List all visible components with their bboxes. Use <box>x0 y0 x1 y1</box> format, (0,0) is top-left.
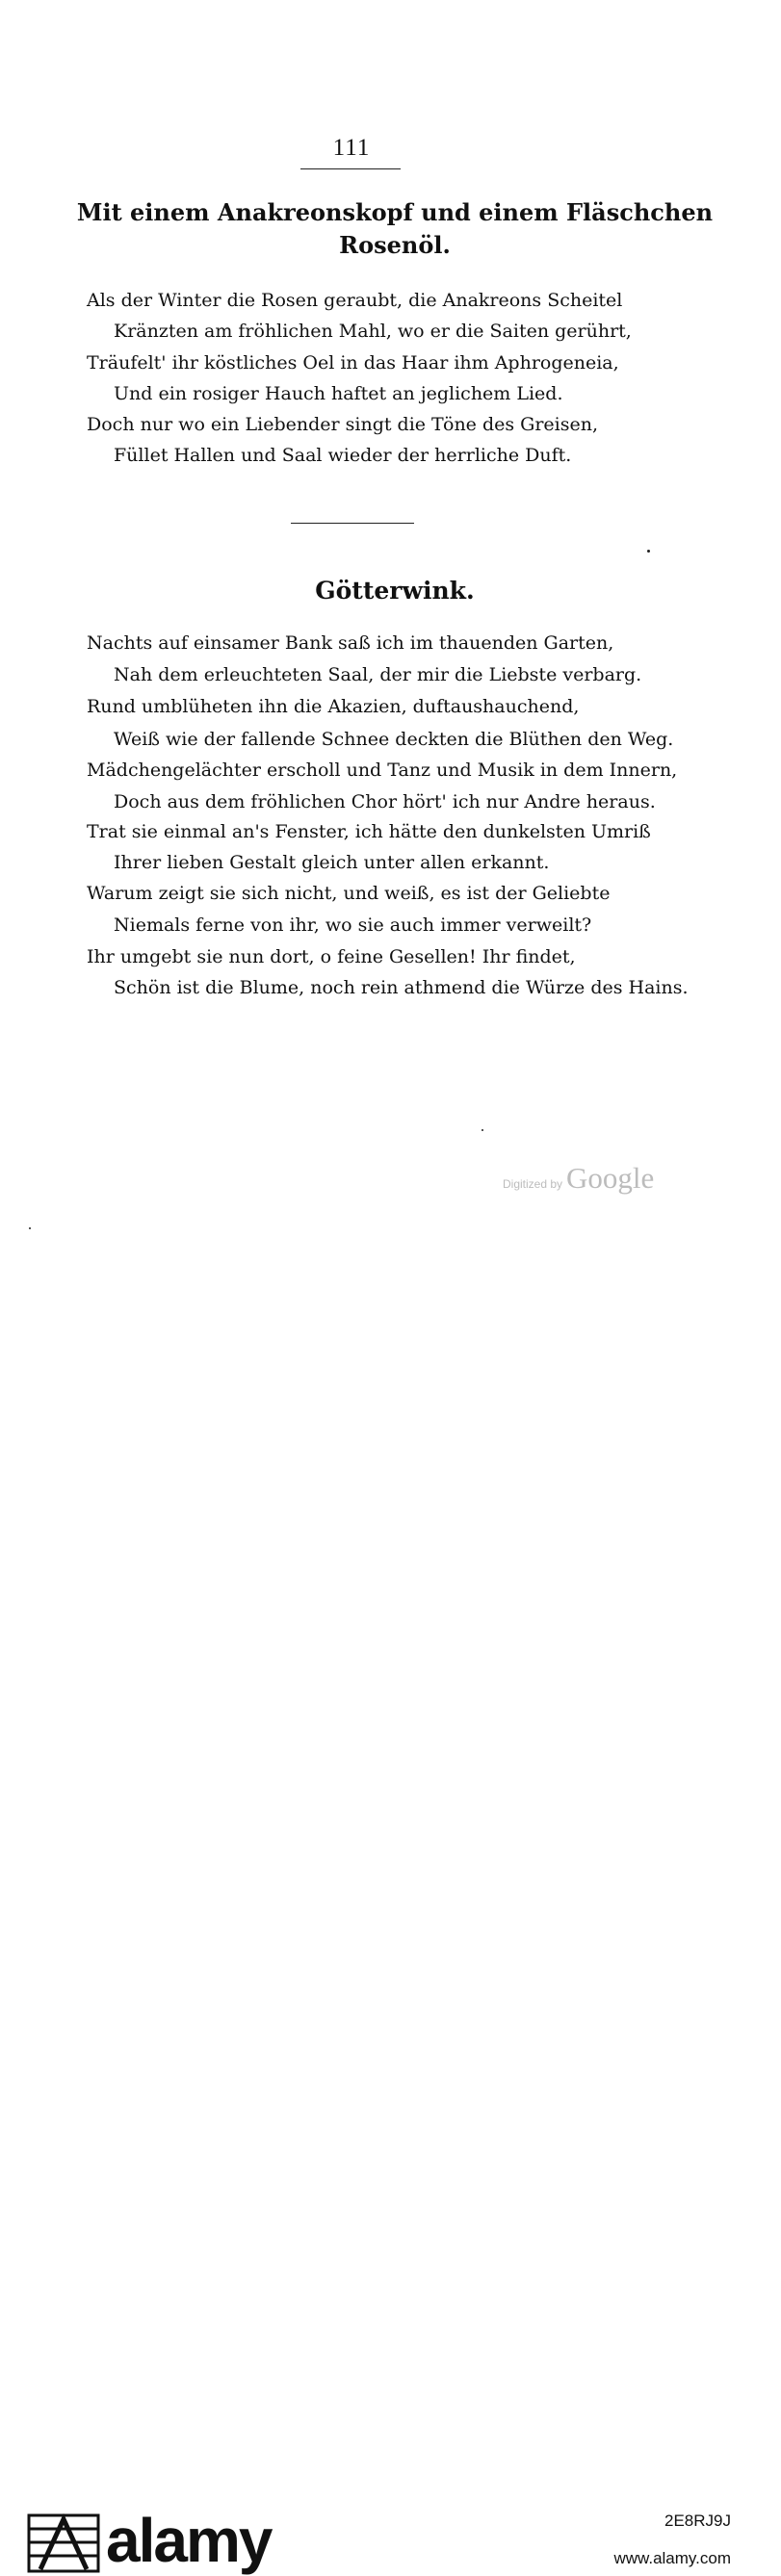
digitized-by-google-stamp <box>503 1161 654 1199</box>
poem2-line-8: Ihrer lieben Gestalt gleich unter allen erkannt. <box>114 852 550 873</box>
poem2-line-6: Doch aus dem fröhlichen Chor hört' ich nur Andre heraus. <box>114 791 656 812</box>
poem1-line-6: Füllet Hallen und Saal wieder der herrliche Duft. <box>114 445 572 466</box>
poem2-line-2: Nah dem erleuchteten Saal, der mir die Liebste verbarg. <box>114 664 642 685</box>
poem1-title-line-2: Rosenöl. <box>339 231 451 259</box>
watermark-footer <box>0 1251 781 2575</box>
poem1-line-5: Doch nur wo ein Liebender singt die Töne des Greisen, <box>87 414 599 435</box>
poem2-line-5: Mädchengelächter erscholl und Tanz und Musik in dem Innern, <box>87 760 678 781</box>
poem1-line-1: Als der Winter die Rosen geraubt, die Anakreons Scheitel <box>87 290 623 311</box>
digitized-by-label: Digitized by <box>503 1177 563 1191</box>
poem1-line-4: Und ein rosiger Hauch haftet an jeglichem Lied. <box>114 383 563 404</box>
poem2-line-12: Schön ist die Blume, noch rein athmend die Würze des Hains. <box>114 977 689 998</box>
stock-image-id: 2E8RJ9J <box>664 2512 731 2530</box>
poem2-line-11: Ihr umgebt sie nun dort, o feine Gesellen! Ihr findet, <box>87 946 576 967</box>
stock-site-url: www.alamy.com <box>613 2549 731 2567</box>
alamy-logo-icon <box>27 2513 100 2573</box>
scan-speck <box>29 1227 31 1229</box>
poem1-title-line-1: Mit einem Anakreonskopf und einem Fläschchen <box>76 198 714 226</box>
poem2-title: Götterwink. <box>315 577 475 605</box>
page-number-rule <box>300 168 401 169</box>
book-page <box>0 0 781 1251</box>
poem2-line-4: Weiß wie der fallende Schnee deckten die Blüthen den Weg. <box>114 729 674 750</box>
page-number: 111 <box>332 135 371 161</box>
poem2-line-7: Trat sie einmal an's Fenster, ich hätte den dunkelsten Umriß <box>87 821 651 842</box>
poem2-line-9: Warum zeigt sie sich nicht, und weiß, es ist der Geliebte <box>87 883 611 904</box>
alamy-wordmark: alamy <box>106 2506 272 2575</box>
scan-speck <box>482 1129 483 1131</box>
poem2-line-3: Rund umblüheten ihn die Akazien, duftaushauchend, <box>87 696 580 717</box>
poem2-line-1: Nachts auf einsamer Bank saß ich im thauenden Garten, <box>87 632 614 654</box>
section-divider <box>291 523 414 524</box>
google-logo-text: Google <box>566 1161 655 1195</box>
poem1-line-2: Kränzten am fröhlichen Mahl, wo er die Saiten gerührt, <box>114 321 632 342</box>
poem2-line-10: Niemals ferne von ihr, wo sie auch immer verweilt? <box>114 914 592 936</box>
poem1-line-3: Träufelt' ihr köstliches Oel in das Haar ihm Aphrogeneia, <box>87 352 619 374</box>
scan-speck <box>647 550 650 553</box>
